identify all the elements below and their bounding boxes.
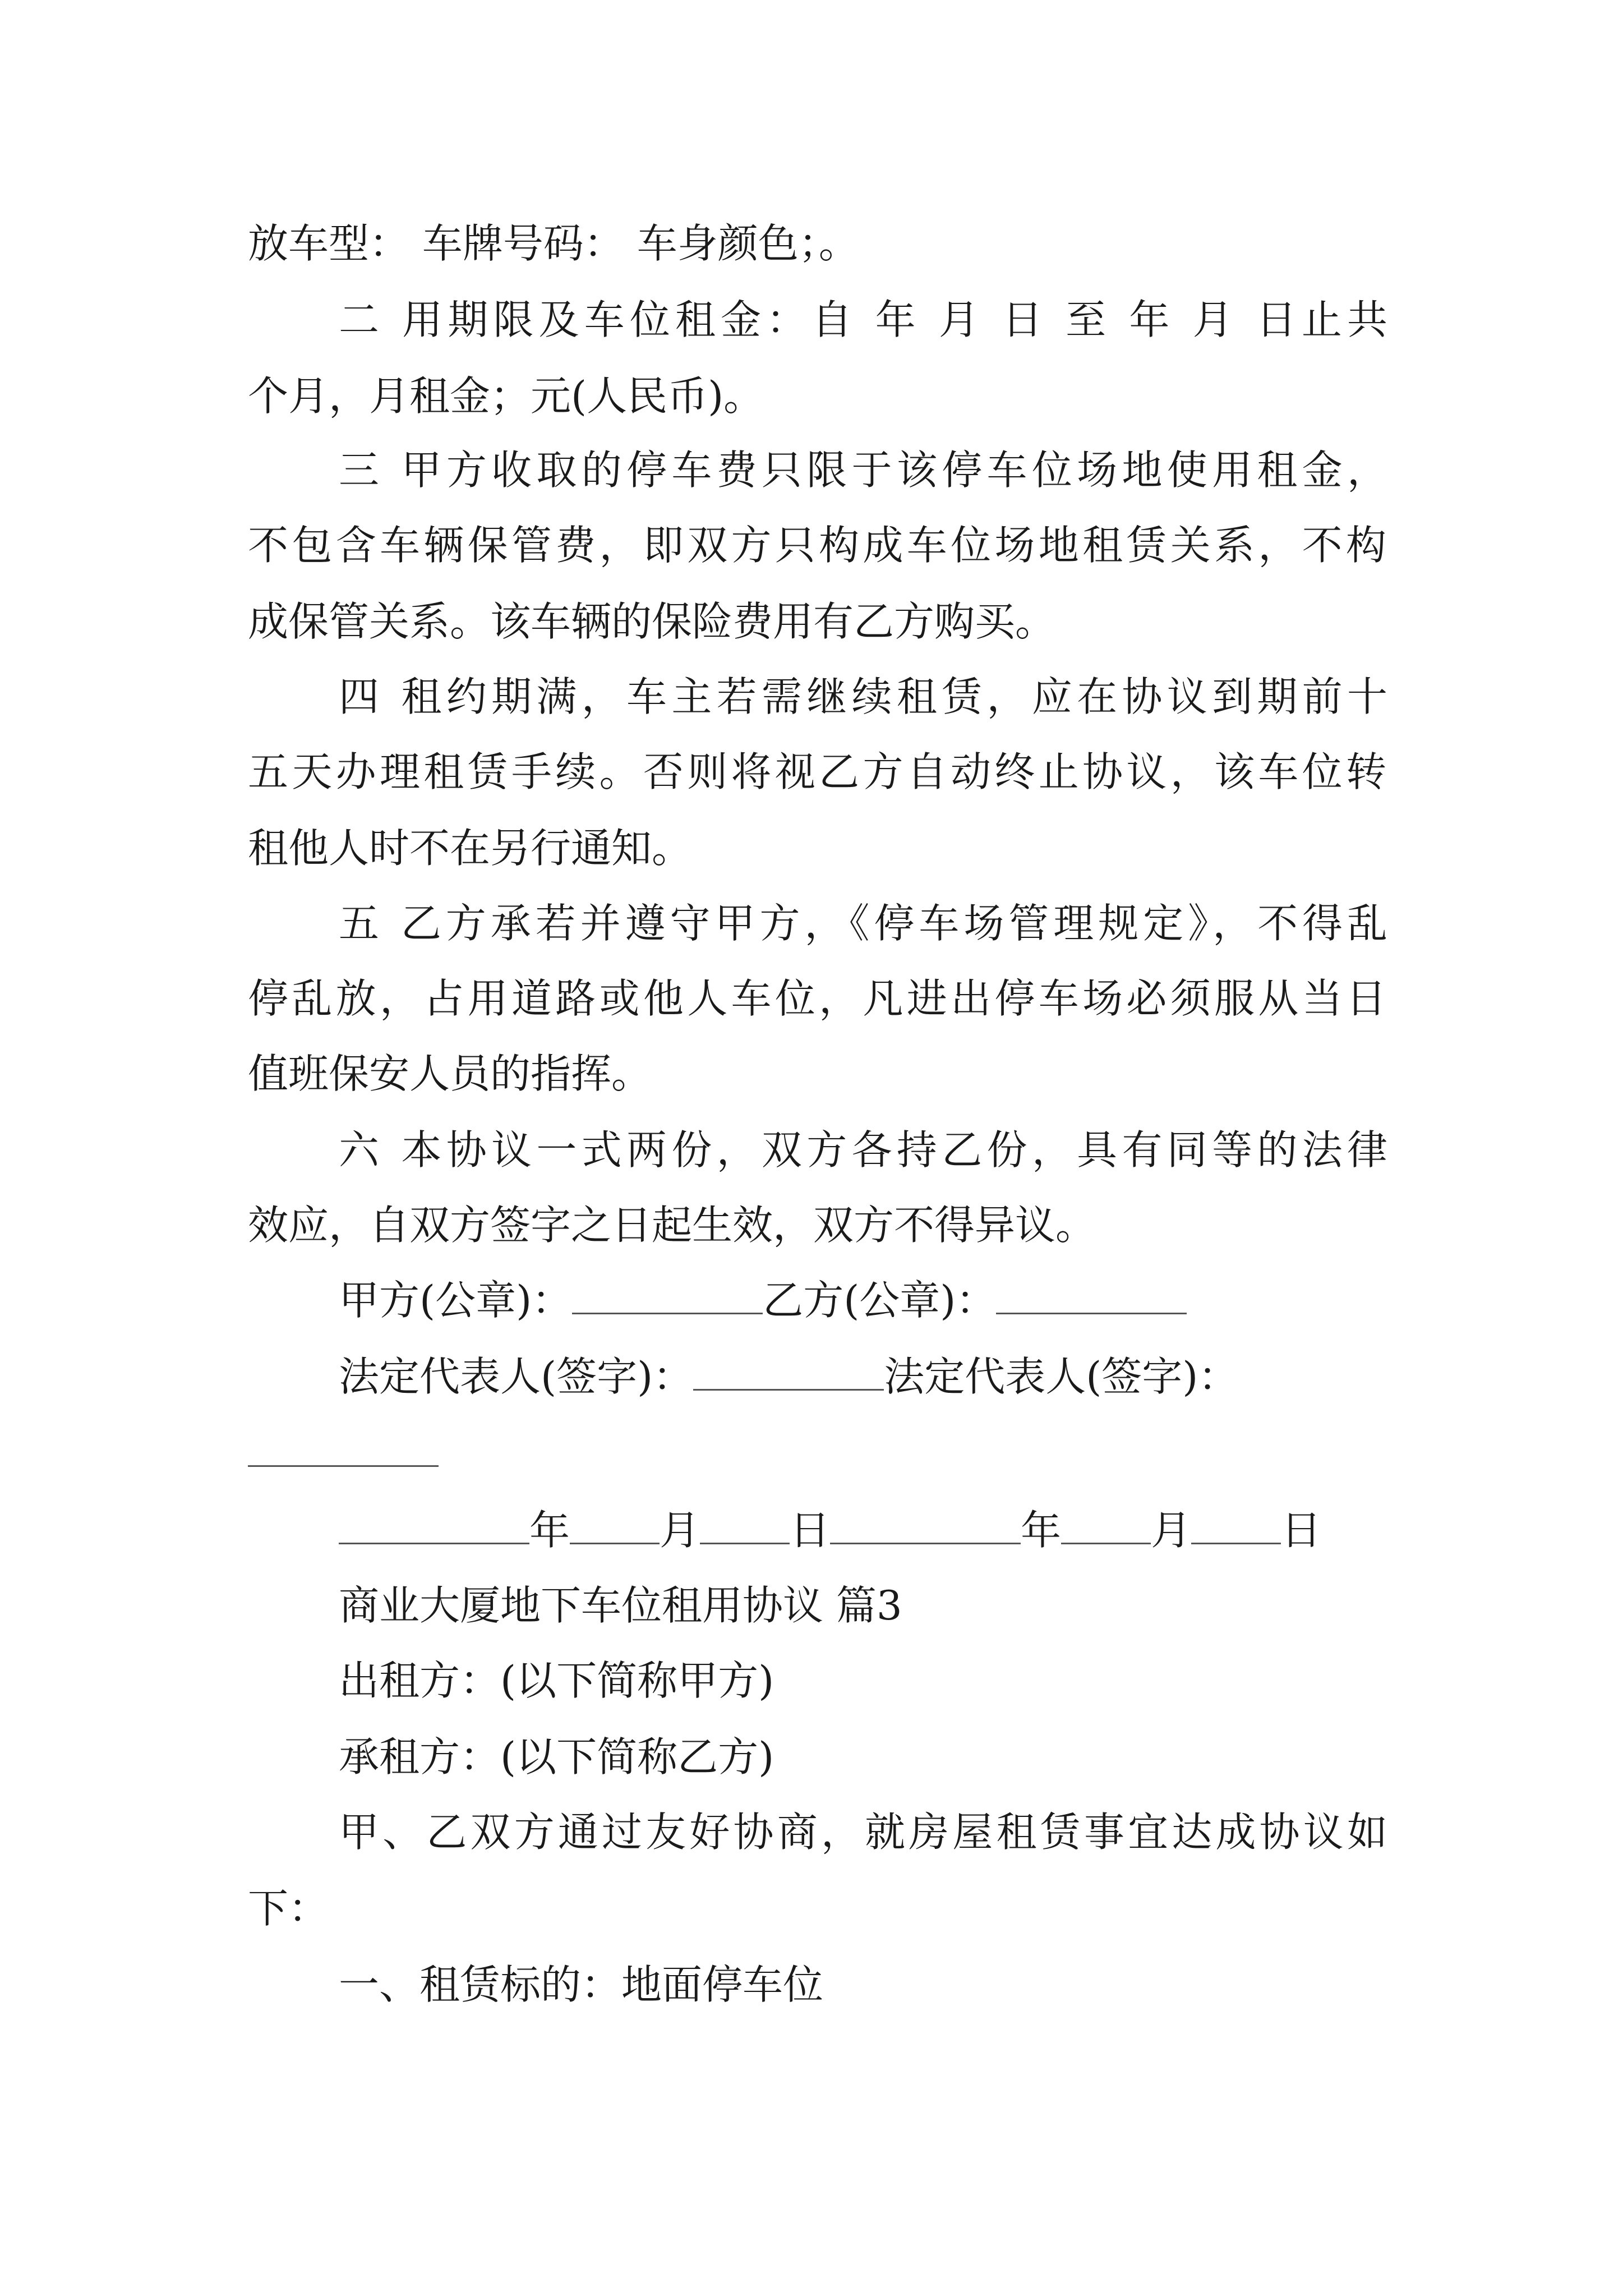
party-a-seal-blank [572, 1272, 763, 1314]
clause-3-line-1: 三 甲方收取的停车费只限于该停车位场地使用租金， [339, 447, 1387, 494]
lessor-line: 出租方：(以下简称甲方) [339, 1657, 774, 1704]
date-b-year-label: 年 [1021, 1507, 1062, 1554]
signature-seal-row [339, 1272, 1387, 1328]
clause-6-line-1: 六 本协议一式两份，双方各持乙份，具有同等的法律 [339, 1126, 1387, 1174]
clause-5-line-1: 五 乙方承若并遵守甲方，《停车场管理规定》，不得乱 [339, 900, 1387, 947]
date-a-day-blank [700, 1502, 790, 1544]
clause-5-line-3: 值班保安人员的指挥。 [248, 1050, 652, 1097]
date-a-day-label: 日 [790, 1507, 831, 1554]
date-b-month-label: 月 [1151, 1507, 1192, 1554]
intro-line-2: 下： [248, 1885, 329, 1932]
section-3-title: 商业大厦地下车位租用协议 篇3 [339, 1582, 902, 1629]
clause-6-line-2: 效应，自双方签字之日起生效，双方不得异议。 [248, 1202, 1096, 1249]
clause-2-line-1: 二 用期限及车位租金：自 年 月 日 至 年 月 日止共 [339, 296, 1387, 343]
party-b-seal-blank [996, 1272, 1187, 1314]
clause-3-line-3: 成保管关系。该车辆的保险费用有乙方购买。 [248, 598, 1056, 645]
date-b-year-blank [830, 1502, 1021, 1544]
party-b-rep-label: 法定代表人(签字)： [884, 1353, 1239, 1400]
signature-rep-row [339, 1349, 1387, 1405]
date-a-month-label: 月 [660, 1507, 700, 1554]
item-1-line: 一、租赁标的：地面停车位 [339, 1961, 824, 2008]
date-a-year-label: 年 [529, 1507, 570, 1554]
intro-line-1: 甲、乙双方通过友好协商，就房屋租赁事宜达成协议如 [339, 1809, 1387, 1856]
party-a-rep-blank [693, 1349, 884, 1391]
party-a-seal-label: 甲方(公章)： [339, 1277, 573, 1324]
party-a-rep-label: 法定代表人(签字)： [339, 1353, 694, 1400]
clause-4-line-1: 四 租约期满，车主若需继续租赁，应在协议到期前十 [339, 673, 1387, 720]
clause-3-line-2: 不包含车辆保管费，即双方只构成车位场地租赁关系，不构 [248, 522, 1386, 569]
party-b-rep-blank [248, 1425, 439, 1467]
party-b-seal-label: 乙方(公章)： [763, 1277, 997, 1324]
lessee-line: 承租方：(以下简称乙方) [339, 1733, 774, 1780]
clause-4-line-3: 租他人时不在另行通知。 [248, 825, 693, 872]
clause-5-line-2: 停乱放，占用道路或他人车位，凡进出停车场必须服从当日 [248, 975, 1386, 1022]
date-b-day-label: 日 [1281, 1507, 1322, 1554]
date-b-day-blank [1191, 1502, 1281, 1544]
clause-4-line-2: 五天办理租赁手续。否则将视乙方自动终止协议，该车位转 [248, 748, 1386, 795]
date-a-year-blank [339, 1502, 529, 1544]
date-a-month-blank [570, 1502, 660, 1544]
clause-2-line-2: 个月，月租金；元(人民币)。 [248, 372, 764, 420]
date-b-month-blank [1061, 1502, 1151, 1544]
signature-date-row [339, 1502, 1387, 1558]
body-line-1: 放车型： 车牌号码： 车身颜色；。 [248, 220, 859, 267]
signature-rep-overflow-row [248, 1425, 1386, 1481]
